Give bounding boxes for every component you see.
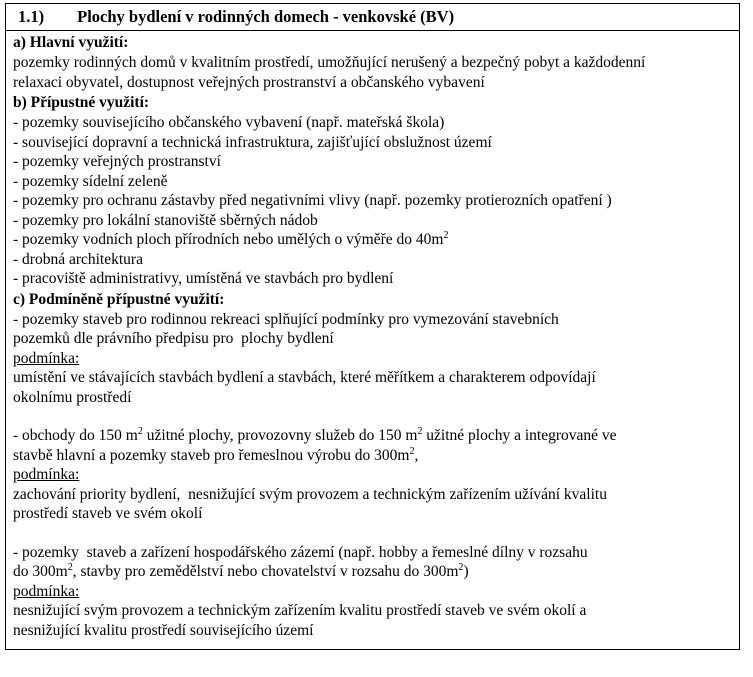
section-c-block2-line-1 [13, 426, 733, 446]
section-c-block2-line-2-part-2: , [414, 446, 419, 464]
section-b-item-7-superscript: 2 [443, 229, 449, 241]
condition-label: podmínka: [13, 466, 80, 483]
section-c-block1-condition-line-2: okolnímu prostředí [13, 388, 132, 406]
section-c-block2-line-2-sup-1: 2 [409, 445, 415, 457]
section-c-block3-line-2-part-2: , stavby pro zemědělství nebo chovatelství v rozsahu do 300m [72, 563, 459, 580]
section-b-item-2: - související dopravní a technická infrastruktura, zajišťující obslužnost území [13, 133, 492, 151]
section-c-block3-line-2 [13, 562, 733, 582]
section-c-block3-condition-label-wrap [13, 582, 733, 602]
section-c-block2-line-2-part-1: stavbě hlavní a pozemky staveb pro řemeslnou výrobu do 300m [13, 446, 410, 464]
section-b-item-5: - pozemky pro ochranu zástavby před negativními vlivy (např. pozemky protierozních opatření ) [13, 192, 612, 209]
section-c-block3-line-2-sup-2: 2 [458, 561, 464, 573]
regulation-table [5, 3, 740, 650]
section-c-block2-line-1-sup-2: 2 [417, 425, 423, 437]
condition-label: podmínka: [13, 582, 80, 600]
section-c-block2-line-1-part-2: užitné plochy, provozovny služeb do 150 m [142, 427, 418, 444]
section-b-item-3: - pozemky veřejných prostranství [13, 153, 221, 170]
section-c-block2-condition-line-2: prostředí staveb ve svém okolí [13, 505, 203, 522]
section-b-item-7 [13, 230, 733, 250]
section-b-item-4: - pozemky sídelní zeleně [13, 172, 168, 190]
section-c-block1-condition-label-wrap [13, 349, 733, 369]
section-c-block3-condition-line-1: nesnižující svým provozem a technickým zařízením kvalitu prostředí staveb ve svém okolí a [13, 602, 587, 619]
section-c-block3-line-2-sup-1: 2 [67, 561, 73, 573]
section-c-heading: c) Podmíněně přípustné využití: [13, 290, 225, 308]
section-c-block2-line-1-sup-1: 2 [137, 425, 143, 437]
table-body-cell [6, 31, 739, 649]
table-title-row [6, 4, 739, 31]
section-c-block3-condition-line-2: nesnižující kvalitu prostředí souvisejícího území [13, 621, 314, 639]
section-c-block3-line-2-part-1: do 300m [13, 563, 68, 580]
section-b-item-7-text: - pozemky vodních ploch přírodních nebo umělých o výměře do 40m [13, 231, 444, 248]
section-b-item-9: - pracoviště administrativy, umístěná ve stavbách pro bydlení [13, 270, 394, 287]
section-c-block2-line-1-part-1: - obchody do 150 m [13, 427, 138, 444]
bottom-spacer [13, 640, 733, 643]
section-c-block3-line-1: - pozemky staveb a zařízení hospodářského zázemí (např. hobby a řemeslné dílny v rozsahu [13, 543, 588, 561]
section-c-block1-condition-line-1: umístění ve stávajících stavbách bydlení a stavbách, které měřítkem a charakterem odpovídají [13, 369, 596, 386]
section-c-block1-line-2: pozemků dle právního předpisu pro plochy bydlení [13, 330, 334, 347]
section-a-line-2: relaxaci obyvatel, dostupnost veřejných prostranství a občanského vybavení [13, 73, 485, 91]
section-c-block2-line-2 [13, 446, 733, 466]
section-b-item-8: - drobná architektura [13, 250, 143, 268]
section-c-block1-line-1: - pozemky staveb pro rodinnou rekreaci splňující podmínky pro vymezování stavebních [13, 310, 559, 328]
section-c-block3-line-2-part-3: ) [463, 563, 469, 580]
section-b-heading: b) Přípustné využití: [13, 94, 150, 111]
section-b-item-6: - pozemky pro lokální stanoviště sběrných nádob [13, 211, 318, 229]
section-a-heading: a) Hlavní využití: [13, 34, 129, 51]
block-spacer-2 [13, 524, 733, 543]
section-c-block2-condition-line-1: zachování priority bydlení, nesnižující svým provozem a technickým zařízením užívání kvalitu [13, 485, 607, 503]
section-c-block2-condition-label-wrap [13, 465, 733, 485]
section-b-item-1: - pozemky souvisejícího občanského vybavení (např. mateřská škola) [13, 114, 445, 131]
section-c-block2-line-1-part-3: užitné plochy a integrované ve [422, 427, 617, 444]
section-a-line-1: pozemky rodinných domů v kvalitním prostředí, umožňující nerušený a bezpečný pobyt a každodenní [13, 54, 646, 71]
block-spacer-1 [13, 407, 733, 426]
page-title: 1.1) Plochy bydlení v rodinných domech - venkovské (BV) [18, 7, 455, 26]
condition-label: podmínka: [13, 349, 80, 367]
